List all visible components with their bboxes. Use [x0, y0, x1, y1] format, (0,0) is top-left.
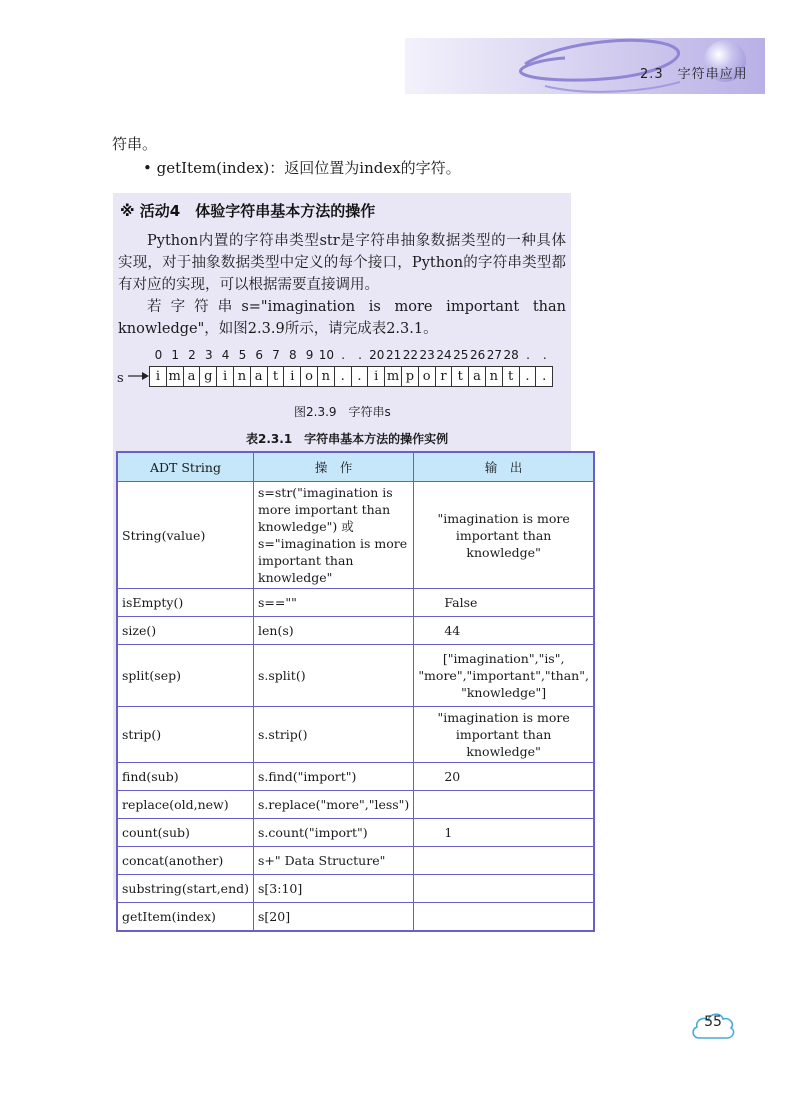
section-title: 2.3 字符串应用: [640, 67, 748, 82]
index-label: 9: [305, 348, 314, 362]
table-row: [117, 707, 594, 763]
table-row: [117, 791, 594, 819]
string-cell: a: [184, 366, 201, 387]
index-label: .: [341, 348, 346, 362]
adt-cell: isEmpty(): [117, 589, 254, 617]
adt-cell: strip(): [117, 707, 254, 763]
out-cell: "imagination is more important than knowledge": [414, 482, 594, 589]
intro-continuation: 符串。: [112, 135, 158, 153]
table-row: [117, 763, 594, 791]
op-cell: s.split(): [254, 645, 414, 707]
op-cell: s.strip(): [254, 707, 414, 763]
out-cell: [414, 903, 594, 931]
index-label: 5: [238, 348, 247, 362]
table-row: [117, 819, 594, 847]
string-cell: .: [536, 366, 553, 387]
table-header-row: [117, 452, 594, 482]
table-row: [117, 875, 594, 903]
out-cell: [414, 875, 594, 903]
index-label: 6: [255, 348, 264, 362]
getitem-bullet: • getItem(index)：返回位置为index的字符。: [143, 159, 461, 177]
index-label: 8: [288, 348, 297, 362]
string-cell: g: [200, 366, 217, 387]
operations-table: [116, 451, 595, 932]
op-cell: len(s): [254, 617, 414, 645]
op-cell: s[3:10]: [254, 875, 414, 903]
op-cell: s+" Data Structure": [254, 847, 414, 875]
table-row: [117, 617, 594, 645]
string-cell: n: [486, 366, 503, 387]
header-operation: 操 作: [254, 452, 414, 482]
op-cell: s=str("imagination is more important than knowledge") 或 s="imagination is more important than knowledge": [254, 482, 414, 589]
string-cell: i: [150, 366, 167, 387]
adt-cell: replace(old,new): [117, 791, 254, 819]
index-label: 24: [436, 348, 452, 362]
out-cell: [414, 791, 594, 819]
index-label: 21: [385, 348, 402, 362]
index-label: 0: [154, 348, 163, 362]
string-cell: o: [419, 366, 436, 387]
table-row: [117, 482, 594, 589]
index-label: 28: [503, 348, 519, 362]
out-cell: "imagination is more important than knowledge": [414, 707, 594, 763]
string-cell: m: [385, 366, 402, 387]
page-number: 55: [704, 1014, 722, 1030]
index-label: 26: [469, 348, 486, 362]
adt-cell: concat(another): [117, 847, 254, 875]
string-cell: i: [217, 366, 234, 387]
index-label: 27: [486, 348, 503, 362]
string-cell: p: [402, 366, 419, 387]
table-row: [117, 903, 594, 931]
string-cell: r: [436, 366, 453, 387]
index-label: 23: [419, 348, 435, 362]
string-cell: i: [368, 366, 385, 387]
op-cell: s.replace("more","less"): [254, 791, 414, 819]
figure-caption: 图2.3.9 字符串s: [294, 405, 391, 419]
out-cell: 1: [414, 819, 594, 847]
out-cell: 44: [414, 617, 594, 645]
string-cells: [149, 366, 553, 387]
string-cell: .: [352, 366, 369, 387]
op-cell: s=="": [254, 589, 414, 617]
out-cell: False: [414, 589, 594, 617]
string-cell: t: [503, 366, 520, 387]
index-label: 20: [369, 348, 385, 362]
string-cell: t: [452, 366, 469, 387]
op-cell: s.count("import"): [254, 819, 414, 847]
activity-title: ※ 活动4 体验字符串基本方法的操作: [120, 202, 376, 220]
index-label: 22: [402, 348, 419, 362]
table-caption: 表2.3.1 字符串基本方法的操作实例: [246, 432, 449, 446]
index-label: .: [542, 348, 547, 362]
activity-paragraph-1: Python内置的字符串类型str是字符串抽象数据类型的一种具体实现，对于抽象数据类型中定义的每个接口，Python的字符串类型都有对应的实现，可以根据需要直接调用。: [118, 233, 566, 293]
table-row: [117, 645, 594, 707]
string-cell: m: [167, 366, 184, 387]
string-cell: i: [284, 366, 301, 387]
string-cell: a: [251, 366, 268, 387]
string-cell: a: [469, 366, 486, 387]
out-cell: [414, 847, 594, 875]
string-cell: o: [301, 366, 318, 387]
table-row: [117, 589, 594, 617]
header-adt: ADT String: [117, 452, 254, 482]
index-label: 1: [171, 348, 180, 362]
table-row: [117, 847, 594, 875]
header-output: 输 出: [414, 452, 594, 482]
index-label: 2: [188, 348, 196, 362]
index-label: 25: [453, 348, 469, 362]
adt-cell: count(sub): [117, 819, 254, 847]
index-label: 7: [272, 348, 280, 362]
string-cell: .: [335, 366, 352, 387]
arrow-right-icon: [128, 368, 150, 384]
string-cell: t: [268, 366, 285, 387]
index-label: .: [526, 348, 530, 362]
adt-cell: String(value): [117, 482, 254, 589]
string-cell: n: [318, 366, 335, 387]
index-label: 4: [221, 348, 230, 362]
pointer-label: s: [117, 371, 124, 386]
adt-cell: split(sep): [117, 645, 254, 707]
index-label: 10: [318, 348, 335, 362]
string-cell: .: [520, 366, 537, 387]
adt-cell: find(sub): [117, 763, 254, 791]
op-cell: s[20]: [254, 903, 414, 931]
out-cell: ["imagination","is", "more","important","than", "knowledge"]: [414, 645, 594, 707]
op-cell: s.find("import"): [254, 763, 414, 791]
string-cell: n: [234, 366, 251, 387]
out-cell: 20: [414, 763, 594, 791]
adt-cell: getItem(index): [117, 903, 254, 931]
index-label: .: [358, 348, 362, 362]
adt-cell: size(): [117, 617, 254, 645]
index-label: 3: [204, 348, 213, 362]
adt-cell: substring(start,end): [117, 875, 254, 903]
activity-paragraph-2: 若字符串s="imagination is more important than knowledge"，如图2.3.9所示，请完成表2.3.1。: [118, 299, 566, 337]
